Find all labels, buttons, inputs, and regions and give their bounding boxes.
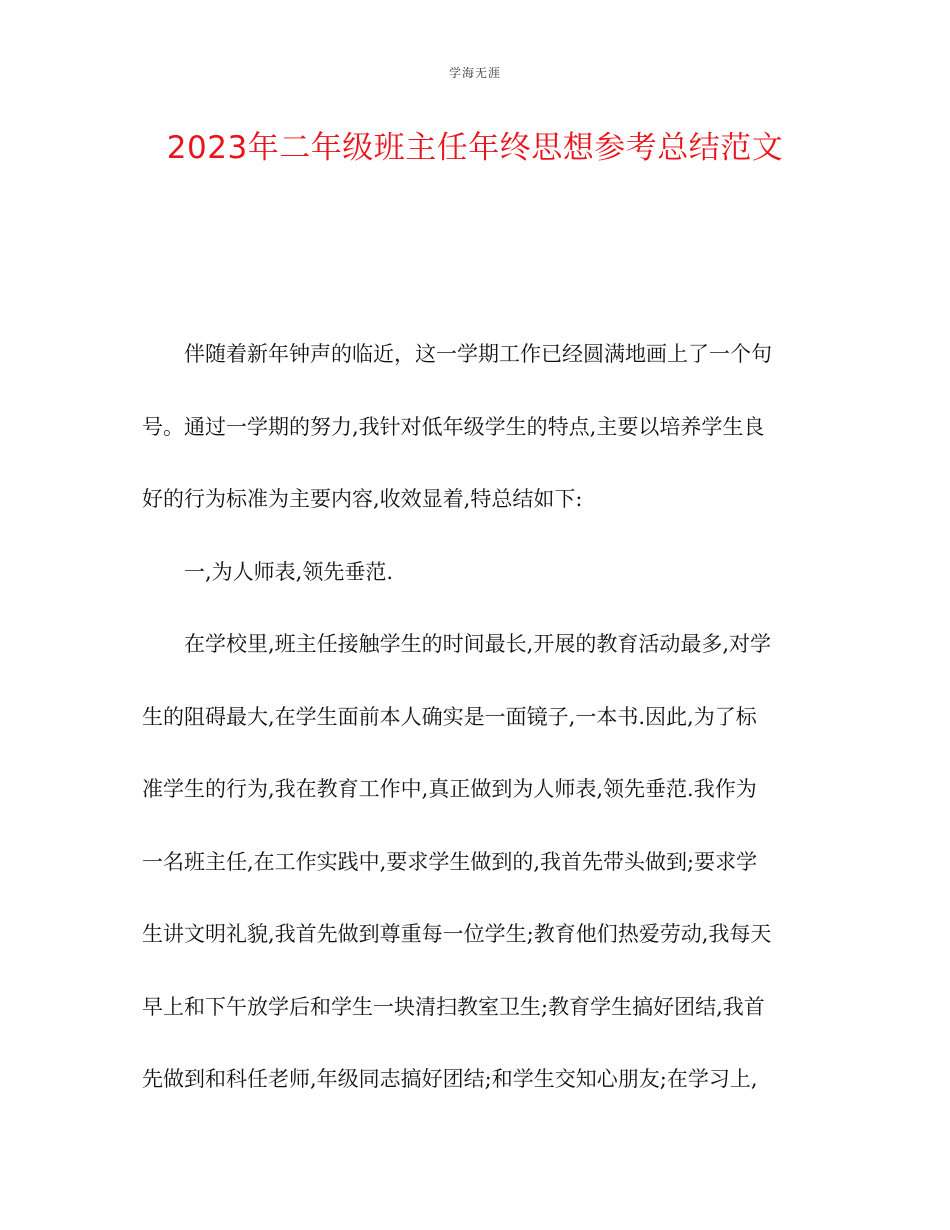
paragraph-body <box>142 608 812 1116</box>
text-line: 先做到和科任老师,年级同志搞好团结;和学生交知心朋友;在学习上, <box>142 1067 758 1091</box>
text-line: 生讲文明礼貌,我首先做到尊重每一位学生;教育他们热爱劳动,我每天 <box>142 922 772 946</box>
document-title: 2023年二年级班主任年终思想参考总结范文 <box>166 130 784 166</box>
text-line: 准学生的行为,我在教育工作中,真正做到为人师表,领先垂范.我作为 <box>142 777 757 801</box>
text-line: 早上和下午放学后和学生一块清扫教室卫生;教育学生搞好团结,我首 <box>142 994 765 1019</box>
paragraph-intro <box>142 318 812 536</box>
text-line: 号。通过一学期的努力,我针对低年级学生的特点,主要以培养学生良 <box>142 414 765 439</box>
section-heading <box>142 536 812 609</box>
text-line: 好的行为标准为主要内容,收效显着,特总结如下: <box>142 487 583 511</box>
document-body <box>142 318 812 1116</box>
page-header: 学海无涯 <box>448 66 501 80</box>
text-line: 一名班主任,在工作实践中,要求学生做到的,我首先带头做到;要求学 <box>142 849 758 874</box>
text-line: 一,为人师表,领先垂范. <box>184 559 394 584</box>
text-line: 伴随着新年钟声的临近，这一学期工作已经圆满地画上了一个句 <box>184 342 772 366</box>
text-line: 生的阻碍最大,在学生面前本人确实是一面镜子,一本书.因此,为了标 <box>142 704 757 729</box>
text-line: 在学校里,班主任接触学生的时间最长,开展的教育活动最多,对学 <box>184 632 772 656</box>
